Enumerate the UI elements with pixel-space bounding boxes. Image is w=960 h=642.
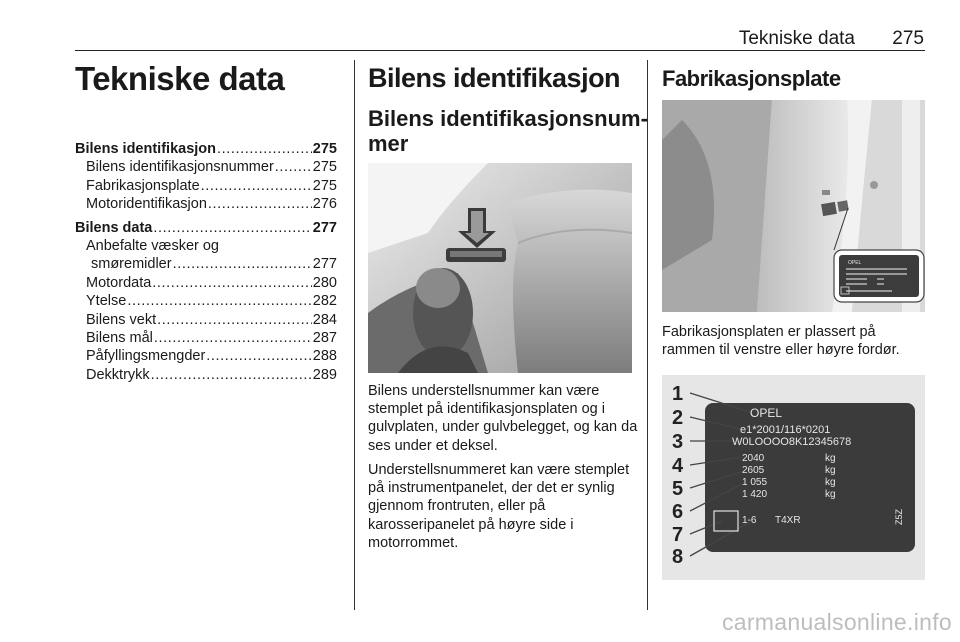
toc-entry[interactable]: Anbefalte væsker og (86, 238, 219, 255)
door-frame-photo (662, 100, 925, 312)
plate-vin: W0LOOOO8K12345678 (732, 436, 852, 448)
plate-number-4: 4 (672, 455, 684, 477)
plate-unit-3: kg (825, 477, 836, 488)
plate-number-5: 5 (672, 478, 684, 500)
paragraph-1: Bilens understellsnummer kan være stemplet på identifikasjonsplaten og i gulvplaten, under gulvbelegget, og kan da ses under et deksel. (368, 383, 638, 454)
plate-number-3: 3 (672, 431, 684, 453)
page-number: 275 (892, 28, 924, 49)
chapter-title: Tekniske data (75, 60, 285, 97)
plate-weight-3: 1 055 (742, 477, 768, 488)
toc-entry[interactable]: Motoridentifikasjon ..... 276 (75, 195, 337, 213)
plate-number-1: 1 (672, 383, 684, 405)
toc-entry[interactable]: Bilens mål ..... 287 (75, 329, 337, 347)
plate-bottom-right: Z5Z (894, 508, 904, 525)
table-of-contents (75, 140, 337, 384)
plate-bottom-mid: T4XR (775, 515, 801, 526)
id-plate-diagram (662, 375, 925, 580)
plate-number-6: 6 (672, 501, 684, 523)
subsection-heading: Bilens identifikasjonsnum- mer (368, 106, 648, 156)
gear-console-photo (368, 163, 632, 373)
plate-number-8: 8 (672, 546, 684, 568)
section-heading: Bilens identifikasjon (368, 63, 621, 93)
caption: Fabrikasjonsplaten er plassert på rammen til venstre eller høyre fordør. (662, 324, 900, 359)
plate-weight-2: 2605 (742, 465, 765, 476)
toc-entry[interactable]: Bilens vekt ..... 284 (75, 311, 337, 329)
toc-entry[interactable]: Bilens identifikasjon ..... 275 (75, 140, 337, 158)
plate-weight-4: 1 420 (742, 489, 768, 500)
plate-number-7: 7 (672, 524, 684, 546)
toc-entry[interactable]: Bilens identifikasjonsnummer ..... 275 (75, 158, 337, 176)
plate-number-2: 2 (672, 407, 684, 429)
plate-type-approval: e1*2001/116*0201 (740, 424, 831, 436)
plate-bottom-left: 1-6 (742, 515, 757, 526)
toc-entry[interactable]: Dekktrykk ..... 289 (75, 366, 337, 384)
plate-brand: OPEL (750, 406, 783, 420)
section-heading-right: Fabrikasjonsplate (662, 66, 841, 91)
running-header-title: Tekniske data (738, 28, 855, 49)
watermark: carmanualsonline.info (721, 609, 952, 635)
toc-entry[interactable]: Bilens data ..... 277 (75, 219, 337, 237)
inset-brand: OPEL (848, 260, 862, 266)
toc-entry[interactable]: Motordata ..... 280 (75, 274, 337, 292)
plate-unit-2: kg (825, 465, 836, 476)
paragraph-2: Understellsnummeret kan være stemplet på instrumentpanelet, der det er synlig gjennom frontruten, eller på karosseripanelet på høyre side i motorrommet. (368, 462, 630, 551)
toc-entry[interactable]: smøremidler ..... 277 (75, 255, 337, 273)
toc-entry[interactable]: Ytelse ..... 282 (75, 292, 337, 310)
plate-weight-1: 2040 (742, 453, 765, 464)
toc-entry[interactable]: Fabrikasjonsplate ..... 275 (75, 177, 337, 195)
header-rule (75, 50, 925, 51)
column-divider-1 (354, 60, 355, 610)
toc-entry[interactable]: Påfyllingsmengder ..... 288 (75, 347, 337, 365)
plate-unit-1: kg (825, 453, 836, 464)
plate-unit-4: kg (825, 489, 836, 500)
